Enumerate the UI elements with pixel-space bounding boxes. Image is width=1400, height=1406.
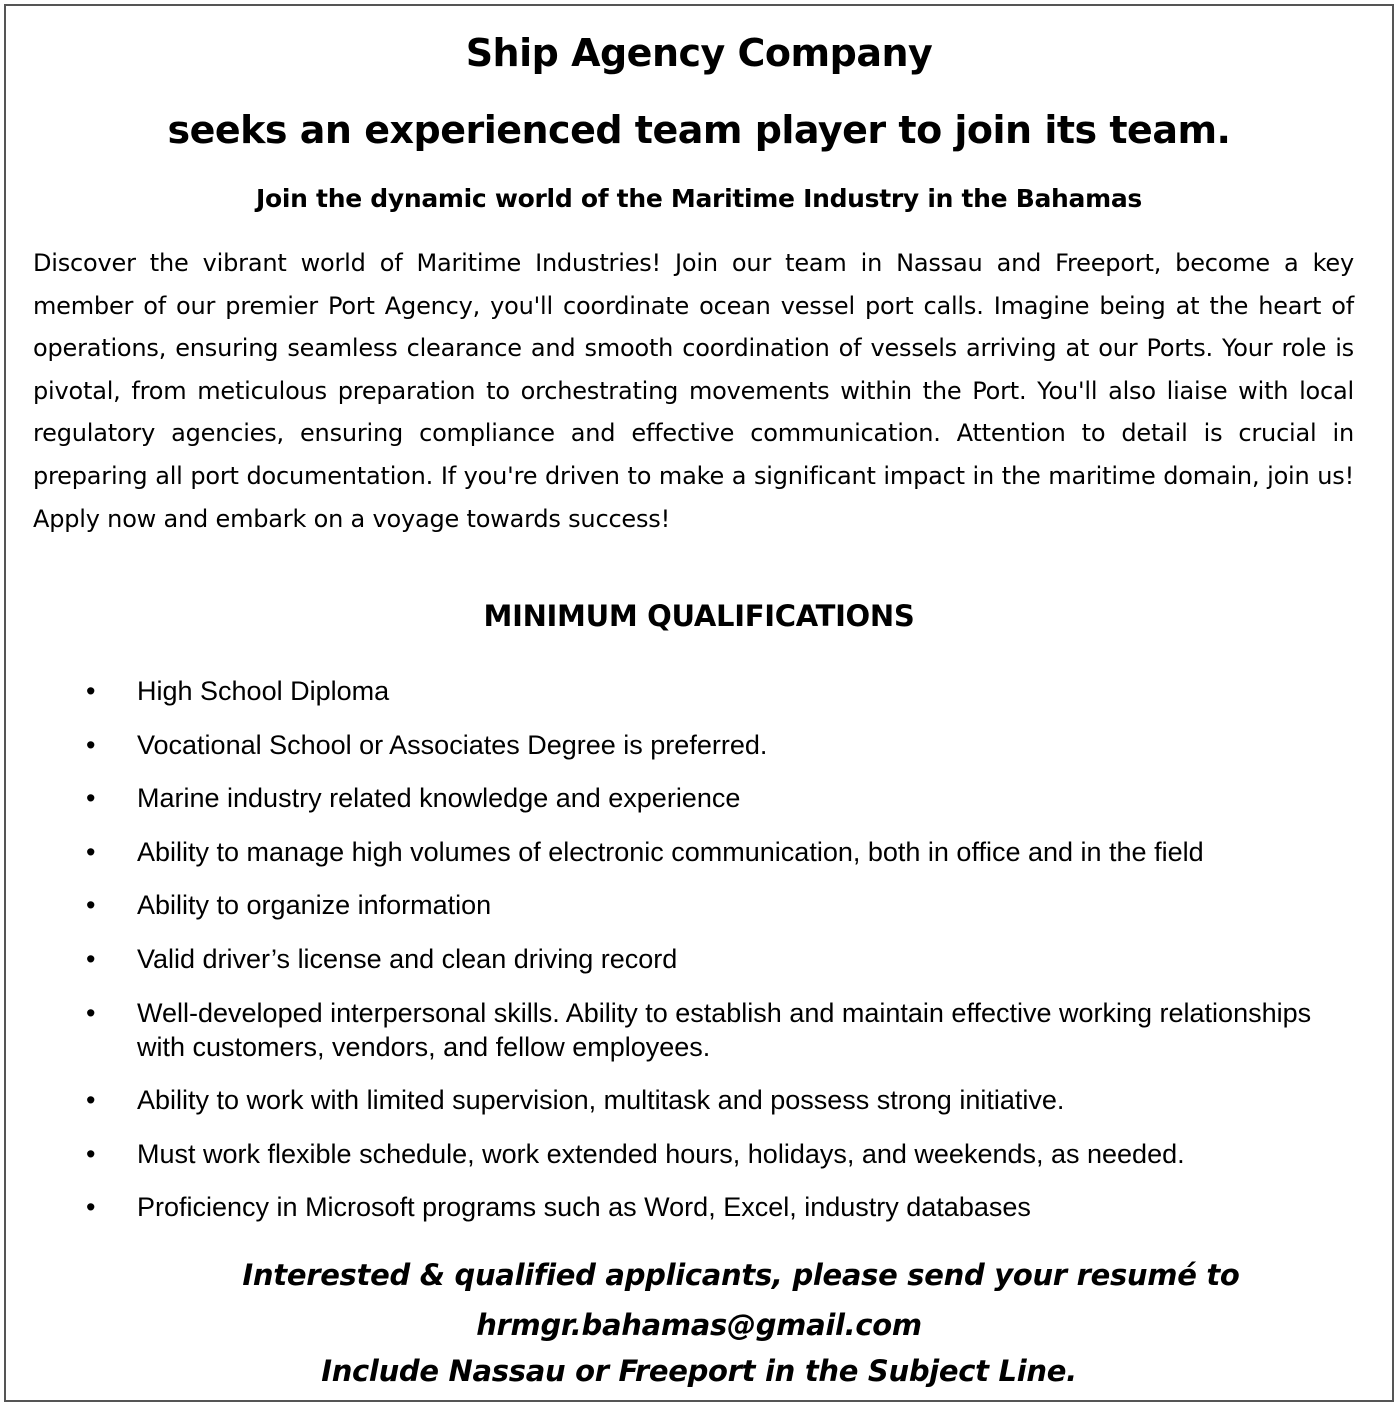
qualification-text: Ability to work with limited supervision, multitask and possess strong initiative. (137, 1085, 1065, 1116)
qualification-text: Ability to organize information (137, 890, 492, 921)
subheading: Join the dynamic world of the Maritime Industry in the Bahamas (256, 184, 1142, 213)
qualification-text: Valid driver’s license and clean driving record (137, 943, 678, 974)
bullet-icon: • (86, 1085, 96, 1116)
bullet-icon: • (86, 1138, 96, 1169)
qualification-text: Marine industry related knowledge and experience (137, 783, 741, 814)
job-advertisement (4, 4, 1394, 1402)
bullet-icon: • (86, 836, 96, 867)
list-item (6, 835, 1392, 869)
contact-email: hrmgr.bahamas@gmail.com (476, 1308, 922, 1342)
qualification-text: Vocational School or Associates Degree is preferred. (137, 729, 768, 760)
list-item (6, 942, 1392, 976)
qualification-text: Must work flexible schedule, work extended hours, holidays, and weekends, as needed. (137, 1138, 1185, 1169)
qualifications-heading: MINIMUM QUALIFICATIONS (483, 599, 915, 633)
bullet-icon: • (86, 943, 96, 974)
list-item (6, 728, 1392, 762)
list-item (6, 996, 1392, 1064)
qualifications-list (6, 674, 1392, 1244)
list-item (6, 781, 1392, 815)
qualification-text: Well-developed interpersonal skills. Ability to establish and maintain effective working relationships with customers, vendors, and fellow employees. (137, 997, 1312, 1062)
bullet-icon: • (86, 890, 96, 921)
list-item (6, 1083, 1392, 1117)
bullet-icon: • (86, 997, 96, 1028)
qualification-text: Ability to manage high volumes of electronic communication, both in office and in the field (137, 836, 1204, 867)
bullet-icon: • (86, 729, 96, 760)
intro-paragraph: Discover the vibrant world of Maritime Industries! Join our team in Nassau and Freeport, become a key member of our premier Port Agency, you'll coordinate ocean vessel port calls. Imagine being at the heart of operations, ensuring seamless clearance and smooth coordination of vessels arriving at our Ports. Your role is pivotal, from meticulous preparation to orchestrating movements within the Port. You'll also liaise with local regulatory agencies, ensuring compliance and effective communication. Attention to detail is crucial in preparing all port documentation. If you're driven to make a significant impact in the maritime domain, join us! Apply now and embark on a voyage towards success! (33, 249, 1354, 533)
qualification-text: Proficiency in Microsoft programs such as Word, Excel, industry databases (137, 1192, 1031, 1223)
application-instruction: Interested & qualified applicants, please send your resumé to (242, 1258, 1240, 1292)
bullet-icon: • (86, 1192, 96, 1223)
tagline: seeks an experienced team player to join its team. (167, 108, 1231, 152)
company-title: Ship Agency Company (465, 31, 933, 75)
list-item (6, 888, 1392, 922)
bullet-icon: • (86, 783, 96, 814)
bullet-icon: • (86, 676, 96, 706)
list-item (6, 674, 1392, 708)
list-item (6, 1190, 1392, 1224)
list-item (6, 1137, 1392, 1171)
subject-line-instruction: Include Nassau or Freeport in the Subject Line. (321, 1354, 1077, 1388)
qualification-text: High School Diploma (137, 676, 390, 706)
